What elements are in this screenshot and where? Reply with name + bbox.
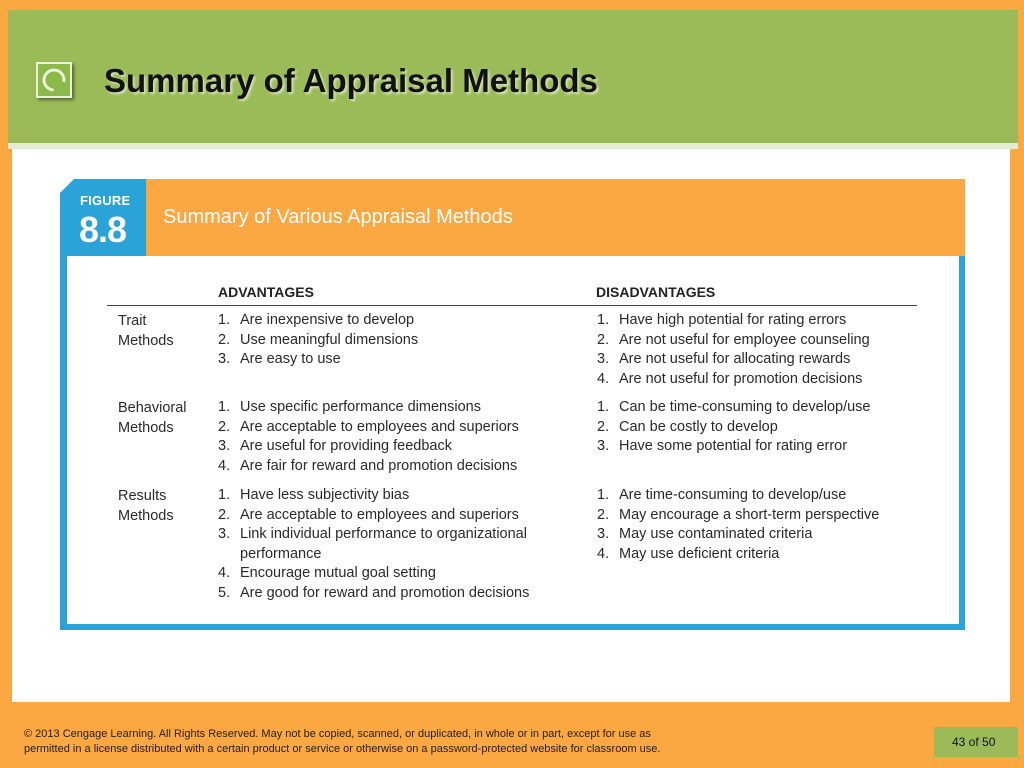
figure-label-number: 8.8 <box>79 209 127 250</box>
category-label: Behavioral <box>118 400 187 416</box>
category-label: Trait <box>118 313 147 329</box>
item-number: 1. <box>218 312 231 328</box>
copyright-line: permitted in a license distributed with a certain product or service or otherwise on a password-protected website for classroom use. <box>24 742 661 755</box>
item-text: Are time-consuming to develop/use <box>619 487 847 503</box>
item-number: 3. <box>218 351 231 368</box>
item-text: performance <box>240 545 322 562</box>
item-text: May encourage a short-term perspective <box>619 506 880 523</box>
item-text: Are fair for reward and promotion decisions <box>240 457 518 474</box>
item-number: 3. <box>597 438 610 455</box>
item-number: 1. <box>597 487 610 503</box>
item-number: 3. <box>597 351 610 368</box>
item-text: Can be time-consuming to develop/use <box>619 399 871 415</box>
item-text: Have high potential for rating errors <box>619 312 847 328</box>
item-text: Use specific performance dimensions <box>240 399 481 415</box>
circle-arc-icon <box>36 62 72 98</box>
figure-label-word: FIGURE <box>80 193 131 208</box>
item-text: Are good for reward and promotion decisions <box>240 585 530 601</box>
column-header-advantages: ADVANTAGES <box>218 284 314 300</box>
item-number: 2. <box>597 331 610 348</box>
item-number: 1. <box>597 399 610 415</box>
item-text: Are useful for providing feedback <box>240 438 452 455</box>
row-category <box>118 398 187 438</box>
item-number: 2. <box>597 418 610 435</box>
item-number: 4. <box>218 565 231 582</box>
category-label: Methods <box>118 333 174 349</box>
page-number: 43 of 50 <box>952 735 996 749</box>
item-text: Are not useful for allocating rewards <box>619 351 851 368</box>
item-number: 5. <box>218 585 231 601</box>
row-category <box>118 311 174 351</box>
item-text: Use meaningful dimensions <box>240 331 419 348</box>
item-text: Encourage mutual goal setting <box>240 565 436 582</box>
item-text: Can be costly to develop <box>619 418 778 435</box>
item-number: 2. <box>597 506 610 523</box>
item-text: May use contaminated criteria <box>619 526 813 543</box>
item-number: 1. <box>218 487 231 503</box>
category-label: Methods <box>118 420 174 436</box>
item-number: 2. <box>218 331 231 348</box>
copyright-line: © 2013 Cengage Learning. All Rights Reserved. May not be copied, scanned, or duplicated, in whole or in part, except for use as <box>24 728 651 740</box>
item-number: 4. <box>597 545 610 562</box>
item-number: 3. <box>218 438 231 455</box>
item-text: May use deficient criteria <box>619 545 780 562</box>
item-number: 4. <box>597 370 610 387</box>
item-text: Are easy to use <box>240 351 341 368</box>
slide-title: Summary of Appraisal Methods <box>104 62 598 99</box>
item-number: 1. <box>218 399 231 415</box>
row-category <box>118 486 174 526</box>
header-rule <box>107 305 917 306</box>
item-text: Have less subjectivity bias <box>240 487 410 503</box>
item-text: Are not useful for employee counseling <box>619 331 870 348</box>
item-text: Are inexpensive to develop <box>240 312 415 328</box>
item-number: 3. <box>597 526 610 543</box>
item-text: Are not useful for promotion decisions <box>619 370 863 387</box>
item-text: Are acceptable to employees and superiors <box>240 418 519 435</box>
copyright-notice <box>24 727 804 756</box>
item-number: 3. <box>218 526 231 543</box>
category-label: Methods <box>118 508 174 524</box>
column-header-disadvantages: DISADVANTAGES <box>596 284 716 300</box>
item-number: 1. <box>597 312 610 328</box>
category-label: Results <box>118 488 167 504</box>
item-number: 4. <box>218 457 231 474</box>
figure-title: Summary of Various Appraisal Methods <box>163 206 513 228</box>
item-text: Are acceptable to employees and superiors <box>240 506 519 523</box>
figure-tab-corner <box>60 179 74 193</box>
item-text: Have some potential for rating error <box>619 438 848 455</box>
item-number: 2. <box>218 418 231 435</box>
item-number: 2. <box>218 506 231 523</box>
item-text: Link individual performance to organizational <box>240 526 527 543</box>
